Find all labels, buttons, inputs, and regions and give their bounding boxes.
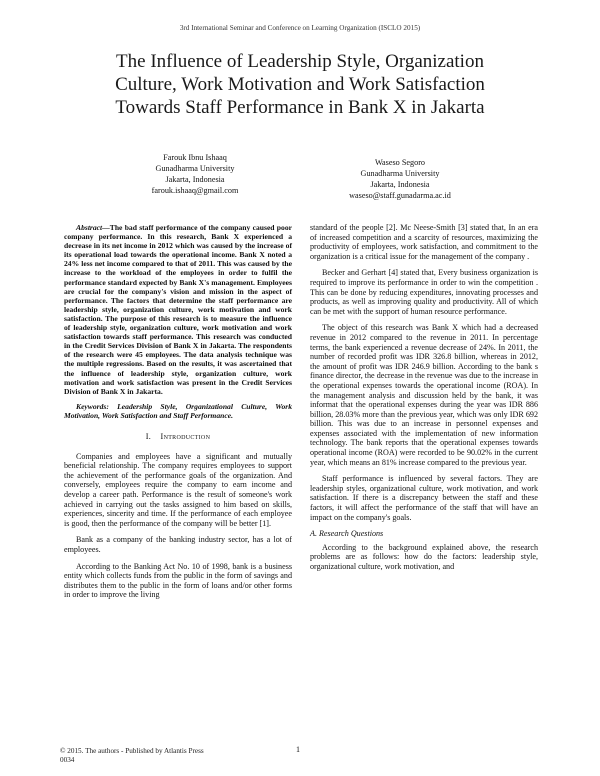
abstract-text: —The bad staff performance of the company caused poor company performance. In this research, Bank X experienced a decrease in its net income in 2012 which was caused by the increase of its operational load towards the operational income. Bank X noted a 24% less net income compared to that of 2011. This was caused by the increase to the workload of the employees in order to fulfil the performance standard expected by Bank X's management. Employees are crucial for the company's vision and mission in the aspect of performance. The factors that determine the staff performance are leadership style, organization culture, work motivation and work satisfaction. The purpose of this research is to measure the influence of leadership style, organization culture, work motivation and work satisfaction towards staff performance. This research was conducted in the Credit Services Division of Bank X in Jakarta. The respondents of the research were 45 employees. The data analysis technique was the multiple regressions. Based on the results, it was ascertained that the influence of leadership style, organization culture, work motivation and work satisfaction was present in the Credit Services Division of Bank X in Jakarta. — [64, 223, 292, 396]
abstract — [64, 223, 292, 396]
keywords-text: Leadership Style, Organizational Culture, Work Motivation, Work Satisfaction and Staff Performance. — [64, 401, 292, 420]
right-column — [310, 223, 538, 579]
author-block-2 — [300, 157, 500, 201]
page-number: 1 — [296, 745, 300, 754]
author-name: Farouk Ibnu Ishaaq — [163, 153, 227, 162]
left-column — [64, 223, 292, 607]
author-email: waseso@staff.gunadarma.ac.id — [349, 191, 451, 200]
title-line: The Influence of Leadership Style, Organization — [116, 51, 484, 72]
running-header: 3rd International Seminar and Conference on Learning Organization (ISCLO 2015) — [179, 24, 421, 32]
paragraph: According to the background explained above, the research problems are as follows: how do the factors: leadership style, organizational culture, work motivation, and — [310, 542, 538, 571]
paragraph: Staff performance is influenced by several factors. They are leadership styles, organizational culture, work motivation, and work satisfaction. If there is a discrepancy between the staff and these factors, it will affect the performance of the staff that will have an impact on the company's goals. — [310, 474, 538, 522]
author-location: Jakarta, Indonesia — [370, 180, 430, 189]
keywords — [64, 402, 292, 420]
keywords-label: Keywords: — [76, 401, 109, 411]
section-heading — [64, 432, 292, 442]
title-line: Culture, Work Motivation and Work Satisfaction — [115, 74, 485, 95]
copyright-line: © 2015. The authors - Published by Atlantis Press — [60, 747, 204, 755]
paragraph: The object of this research was Bank X which had a decreased revenue in 2012 compared to the revenue in 2011. In percentage terms, the bank experienced a revenue decrease of 24%. In 2011, the number of recorded profit was IDR 326.8 billion, whereas in 2012, the amount of profit was IDR 246.9 billion. According to the bank s finance director, the decrease in the revenue was due to the increase in the operational expenses towards the operational income (ROA). In the management analysis and discussion held by the bank, it was informat that the operational expenses during the year was IDR 886 billion, 28.03% more than the previous year, which was only IDR 692 billion. This was due to an increase in personnel expenses and expenses associated with the implementation of new information technology. The bank reports that the operational expenses towards operational income (ROA) were recorded to be 90.02% in the current year, which means an 81% increase compared to the previous year. — [310, 323, 538, 467]
section-title: Introduction — [160, 431, 211, 441]
section-number: I. — [145, 431, 152, 441]
author-email: farouk.ishaaq@gmail.com — [151, 186, 239, 195]
author-location: Jakarta, Indonesia — [165, 175, 225, 184]
paragraph: Bank as a company of the banking industry sector, has a lot of employees. — [64, 535, 292, 554]
abstract-label: Abstract — [76, 223, 103, 232]
paragraph: According to the Banking Act No. 10 of 1998, bank is a business entity which collects funds from the public in the form of savings and distributes them to the public in the form of loans and/or other forms in order to improve the living — [64, 561, 292, 600]
paper-title — [40, 50, 560, 119]
title-line: Towards Staff Performance in Bank X in Jakarta — [115, 97, 485, 118]
author-affiliation: Gunadharma University — [360, 169, 440, 178]
paper-id: 0034 — [60, 756, 75, 764]
author-name: Waseso Segoro — [374, 158, 426, 167]
subsection-heading: A. Research Questions — [310, 529, 384, 539]
author-affiliation: Gunadharma University — [155, 164, 235, 173]
author-block-1 — [95, 152, 295, 196]
paragraph: Becker and Gerhart [4] stated that, Every business organization is required to improve its performance in order to win the competition . This can be done by reducing expenditures, innovating processes and products, as well as improving quality and productivity. All of which can be met with the support of human resource performance. — [310, 268, 538, 316]
footer — [60, 747, 204, 765]
paragraph: Companies and employees have a significant and mutually beneficial relationship. The company requires employees to support the achievement of the performance goals of the organization. And conversely, employees require the company to earn income and develop a career path. Performance is the result of someone's work achieved in carrying out the tasks assigned to him based on skills, experiences, sincerity and time. If the performance of each employee is good, then the performance of the company will be better [1]. — [64, 451, 292, 528]
paragraph: standard of the people [2]. Mc Neese-Smith [3] stated that, In an era of increased competition and a scarcity of resources, maximizing the productivity of employees, work satisfaction, and commitment to the organization is a critical issue for the management of the company . — [310, 223, 538, 261]
